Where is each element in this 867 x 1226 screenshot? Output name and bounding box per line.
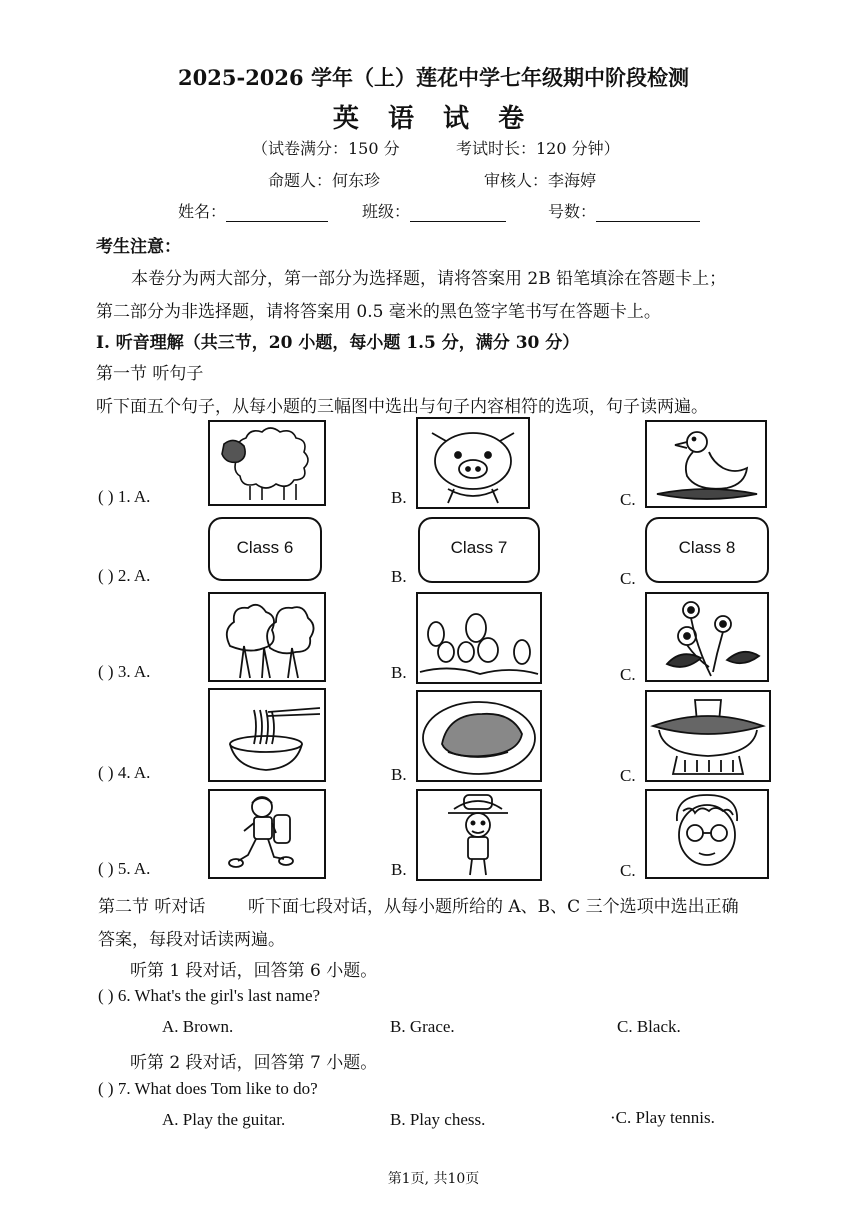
noodles-icon: [208, 688, 326, 782]
section-heading: I. 听音理解（共三节，20 小题，每小题 1.5 分，满分 30 分）: [96, 333, 580, 353]
trees-icon: [208, 592, 326, 682]
q5-b-label: B.: [391, 860, 407, 879]
class-8-box: Class 8: [645, 517, 769, 583]
q7-option-a[interactable]: A. Play the guitar.: [162, 1110, 286, 1129]
q7-stem: ( ) 7. What does Tom like to do?: [98, 1079, 318, 1098]
number-field: [548, 199, 700, 222]
setter: 命题人：何东珍: [268, 171, 381, 190]
name-blank[interactable]: [226, 207, 328, 222]
q5-c-label: C.: [620, 861, 636, 880]
part1-heading: 第一节 听句子: [96, 364, 204, 384]
q1-label: ( ) 1. A.: [98, 487, 151, 506]
q6-option-a[interactable]: A. Brown.: [162, 1017, 234, 1036]
dialog-1-note: 听第 1 段对话，回答第 6 小题。: [130, 961, 378, 981]
q2-c-label: C.: [620, 569, 636, 588]
sheep-icon: [208, 420, 326, 506]
class-6-box: Class 6: [208, 517, 322, 581]
q6-stem: ( ) 6. What's the girl's last name?: [98, 986, 321, 1005]
class-blank[interactable]: [410, 207, 506, 222]
hotpot-icon: [645, 690, 771, 782]
score-info: （试卷满分：150 分: [252, 139, 400, 158]
q4-label: ( ) 4. A.: [98, 763, 151, 782]
number-blank[interactable]: [596, 207, 700, 222]
cowboy-boy-icon: [416, 789, 542, 881]
glasses-boy-icon: [645, 789, 769, 879]
flowers-icon: [645, 592, 769, 682]
q7-option-c[interactable]: ·C. Play tennis.: [610, 1108, 715, 1127]
cactus-icon: [416, 592, 542, 684]
q5-label: ( ) 5. A.: [98, 859, 151, 878]
subject-title: 英 语 试 卷: [332, 104, 535, 134]
q3-label: ( ) 3. A.: [98, 662, 151, 681]
q6-option-c[interactable]: C. Black.: [617, 1017, 681, 1036]
class-7-box: Class 7: [418, 517, 540, 583]
q3-c-label: C.: [620, 665, 636, 684]
part2-instruction-a: 听下面七段对话，从每小题所给的 A、B、C 三个选项中选出正确: [248, 897, 739, 917]
page-number: 第1页, 共10页: [387, 1171, 480, 1187]
hiker-boy-icon: [208, 789, 326, 879]
part2-heading: 第二节 听对话: [98, 897, 206, 917]
reviewer: 审核人：李海婷: [484, 171, 597, 190]
name-label: 姓名：: [178, 202, 227, 221]
name-field: [178, 199, 328, 222]
exam-title: 2025-2026 学年（上）莲花中学七年级期中阶段检测: [178, 65, 689, 90]
q1-c-label: C.: [620, 490, 636, 509]
notice-heading: 考生注意：: [96, 237, 181, 257]
number-label: 号数：: [548, 202, 597, 221]
notice-line-1: 本卷分为两大部分，第一部分为选择题，请将答案用 2B 铅笔填涂在答题卡上；: [131, 269, 727, 289]
dialog-2-note: 听第 2 段对话，回答第 7 小题。: [130, 1053, 378, 1073]
pig-icon: [416, 417, 530, 509]
part1-instruction: 听下面五个句子，从每小题的三幅图中选出与句子内容相符的选项，句子读两遍。: [96, 397, 708, 417]
q2-b-label: B.: [391, 567, 407, 586]
q4-c-label: C.: [620, 766, 636, 785]
notice-line-2: 第二部分为非选择题，请将答案用 0.5 毫米的黑色签字笔书写在答题卡上。: [96, 302, 661, 322]
roast-duck-icon: [416, 690, 542, 782]
q6-option-b[interactable]: B. Grace.: [390, 1017, 455, 1036]
class-field: [362, 199, 506, 222]
part2-instruction-b: 答案，每段对话读两遍。: [98, 930, 285, 950]
q1-b-label: B.: [391, 488, 407, 507]
q4-b-label: B.: [391, 765, 407, 784]
class-label: 班级：: [362, 202, 411, 221]
q2-label: ( ) 2. A.: [98, 566, 151, 585]
time-info: 考试时长：120 分钟）: [456, 139, 620, 158]
q7-option-b[interactable]: B. Play chess.: [390, 1110, 486, 1129]
q3-b-label: B.: [391, 663, 407, 682]
duck-icon: [645, 420, 767, 508]
